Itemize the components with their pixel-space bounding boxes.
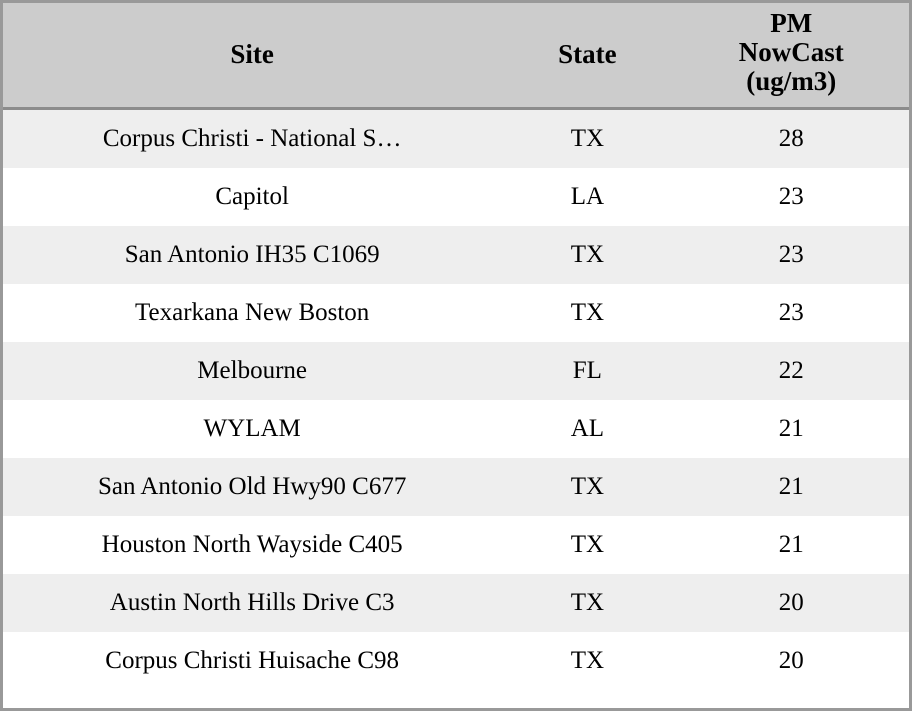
cell-pm: 21: [778, 473, 804, 501]
cell-pm: 20: [778, 589, 804, 617]
cell-site: Corpus Christi Huisache C98: [105, 647, 400, 675]
table-row: [3, 342, 909, 400]
air-quality-table: [3, 3, 909, 690]
table-row: [3, 632, 909, 690]
column-header-pm-line-1: PM: [770, 8, 813, 38]
column-header-state: State: [501, 3, 673, 109]
column-header-pm-line-3: (ug/m3): [746, 66, 837, 97]
cell-site: Corpus Christi - National S…: [102, 125, 402, 153]
cell-site: Austin North Hills Drive C3: [109, 589, 395, 617]
table-header: [3, 3, 909, 109]
cell-state: TX: [570, 647, 605, 675]
table-row: [3, 168, 909, 226]
cell-site: Houston North Wayside C405: [101, 531, 403, 559]
cell-state: TX: [570, 589, 605, 617]
column-header-pm-nowcast: [673, 3, 909, 109]
cell-site: Melbourne: [197, 357, 307, 385]
cell-pm: 20: [778, 647, 804, 675]
table-row: [3, 458, 909, 516]
cell-state: FL: [572, 357, 602, 385]
cell-site: Texarkana New Boston: [135, 299, 370, 327]
table-row: [3, 574, 909, 632]
cell-pm: 28: [778, 125, 804, 153]
table-header-row: [3, 3, 909, 109]
cell-state: TX: [570, 241, 605, 269]
cell-state: LA: [570, 183, 605, 211]
cell-state: TX: [570, 473, 605, 501]
cell-site: Capitol: [215, 183, 289, 211]
table-row: [3, 284, 909, 342]
column-header-pm-line-2: NowCast: [738, 37, 844, 68]
cell-pm: 21: [778, 531, 804, 559]
cell-pm: 23: [778, 183, 804, 211]
cell-pm: 23: [778, 241, 804, 269]
cell-site: San Antonio IH35 C1069: [124, 241, 380, 269]
cell-state: AL: [570, 415, 605, 443]
cell-state: TX: [570, 531, 605, 559]
cell-state: TX: [570, 299, 605, 327]
table-body: [3, 109, 909, 691]
cell-pm: 21: [778, 415, 804, 443]
table-row: [3, 109, 909, 169]
cell-pm: 23: [778, 299, 804, 327]
table-row: [3, 400, 909, 458]
table-row: [3, 516, 909, 574]
table-row: [3, 226, 909, 284]
cell-pm: 22: [778, 357, 804, 385]
cell-state: TX: [570, 125, 605, 153]
cell-site: WYLAM: [203, 415, 301, 443]
cell-site: San Antonio Old Hwy90 C677: [97, 473, 407, 501]
column-header-site: Site: [3, 3, 501, 109]
